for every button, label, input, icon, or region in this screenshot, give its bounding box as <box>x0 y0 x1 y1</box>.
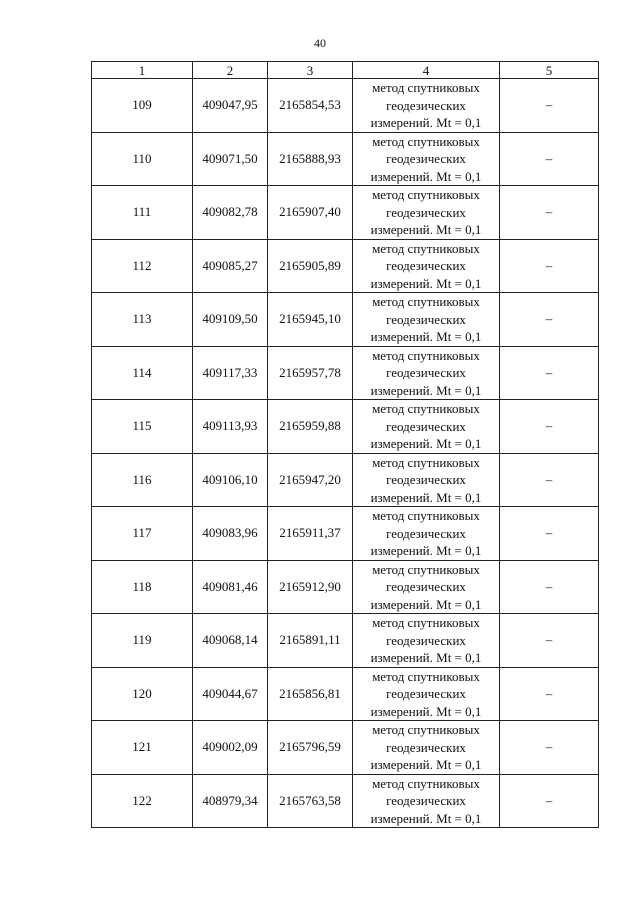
coordinate-y: 2165947,20 <box>268 453 353 507</box>
table-row <box>92 453 599 507</box>
table-row <box>92 614 599 668</box>
method-line-3: измерений. Mt = 0,1 <box>370 275 482 291</box>
point-number: 116 <box>92 453 193 507</box>
coordinate-y: 2165891,11 <box>268 614 353 668</box>
point-number: 117 <box>92 507 193 561</box>
point-number: 119 <box>92 614 193 668</box>
coordinate-x: 409068,14 <box>193 614 268 668</box>
header-col-4: 4 <box>353 62 500 79</box>
coordinate-y: 2165763,58 <box>268 774 353 828</box>
method-line-3: измерений. Mt = 0,1 <box>370 329 482 344</box>
method-line-1: метод спутниковых <box>372 401 480 416</box>
coordinate-x: 409083,96 <box>193 507 268 561</box>
coordinate-y: 2165856,81 <box>268 667 353 721</box>
coordinate-y: 2165854,53 <box>268 79 353 133</box>
method-line-2: геодезических <box>386 97 466 113</box>
header-col-2: 2 <box>193 62 268 79</box>
note-cell: – <box>500 346 599 400</box>
method-line-2: геодезических <box>386 793 466 808</box>
method-cell <box>353 293 500 347</box>
coordinate-x: 409044,67 <box>193 667 268 721</box>
coordinate-x: 409117,33 <box>193 346 268 400</box>
coordinate-x: 409109,50 <box>193 293 268 347</box>
table-row <box>92 79 599 133</box>
table-row <box>92 186 599 240</box>
method-line-1: метод спутниковых <box>372 187 480 202</box>
coordinate-x: 409082,78 <box>193 186 268 240</box>
coordinate-x: 409071,50 <box>193 132 268 186</box>
method-line-3: измерений. Mt = 0,1 <box>370 650 482 665</box>
method-line-1: метод спутниковых <box>372 561 480 577</box>
method-line-2: геодезических <box>386 739 466 755</box>
note-cell: – <box>500 614 599 668</box>
method-line-3: измерений. Mt = 0,1 <box>370 703 482 719</box>
method-line-2: геодезических <box>386 525 466 541</box>
point-number: 109 <box>92 79 193 133</box>
header-col-1: 1 <box>92 62 193 79</box>
method-cell <box>353 186 500 240</box>
coordinate-x: 409002,09 <box>193 721 268 775</box>
method-line-2: геодезических <box>386 204 466 220</box>
note-cell: – <box>500 79 599 133</box>
method-cell <box>353 239 500 293</box>
coordinate-y: 2165959,88 <box>268 400 353 454</box>
coordinate-y: 2165912,90 <box>268 560 353 614</box>
method-line-2: геодезических <box>386 365 466 380</box>
method-cell <box>353 667 500 721</box>
method-cell <box>353 79 500 133</box>
table-row <box>92 400 599 454</box>
coordinate-y: 2165888,93 <box>268 132 353 186</box>
method-line-3: измерений. Mt = 0,1 <box>370 543 482 558</box>
method-line-2: геодезических <box>386 151 466 166</box>
note-cell: – <box>500 453 599 507</box>
note-cell: – <box>500 560 599 614</box>
method-line-3: измерений. Mt = 0,1 <box>370 489 482 505</box>
point-number: 112 <box>92 239 193 293</box>
point-number: 122 <box>92 774 193 828</box>
method-line-3: измерений. Mt = 0,1 <box>370 168 482 184</box>
method-line-1: метод спутниковых <box>372 508 480 523</box>
method-line-1: метод спутниковых <box>372 454 480 470</box>
point-number: 110 <box>92 132 193 186</box>
method-cell <box>353 507 500 561</box>
header-col-5: 5 <box>500 62 599 79</box>
coordinate-x: 409113,93 <box>193 400 268 454</box>
table-row <box>92 507 599 561</box>
coordinate-x: 408979,34 <box>193 774 268 828</box>
method-line-3: измерений. Mt = 0,1 <box>370 757 482 772</box>
point-number: 115 <box>92 400 193 454</box>
method-line-3: измерений. Mt = 0,1 <box>370 115 482 130</box>
method-cell <box>353 614 500 668</box>
table-row <box>92 667 599 721</box>
method-line-1: метод спутниковых <box>372 240 480 256</box>
table-row <box>92 721 599 775</box>
coordinate-y: 2165911,37 <box>268 507 353 561</box>
method-line-1: метод спутниковых <box>372 668 480 684</box>
method-cell <box>353 400 500 454</box>
method-line-1: метод спутниковых <box>372 775 480 791</box>
method-cell <box>353 346 500 400</box>
method-line-2: геодезических <box>386 418 466 434</box>
note-cell: – <box>500 774 599 828</box>
method-line-1: метод спутниковых <box>372 722 480 737</box>
coordinates-table <box>91 61 599 828</box>
coordinate-y: 2165957,78 <box>268 346 353 400</box>
table-row <box>92 774 599 828</box>
method-line-2: геодезических <box>386 632 466 648</box>
note-cell: – <box>500 186 599 240</box>
point-number: 121 <box>92 721 193 775</box>
method-line-2: геодезических <box>386 686 466 701</box>
coordinate-y: 2165905,89 <box>268 239 353 293</box>
method-line-3: измерений. Mt = 0,1 <box>370 222 482 237</box>
note-cell: – <box>500 293 599 347</box>
method-cell <box>353 560 500 614</box>
note-cell: – <box>500 400 599 454</box>
method-line-1: метод спутниковых <box>372 615 480 630</box>
coordinate-x: 409047,95 <box>193 79 268 133</box>
coordinate-y: 2165796,59 <box>268 721 353 775</box>
point-number: 113 <box>92 293 193 347</box>
method-line-2: геодезических <box>386 311 466 327</box>
note-cell: – <box>500 721 599 775</box>
point-number: 111 <box>92 186 193 240</box>
coordinate-x: 409085,27 <box>193 239 268 293</box>
coordinate-x: 409106,10 <box>193 453 268 507</box>
table-row <box>92 560 599 614</box>
point-number: 120 <box>92 667 193 721</box>
note-cell: – <box>500 132 599 186</box>
method-line-3: измерений. Mt = 0,1 <box>370 810 482 826</box>
table-row <box>92 132 599 186</box>
method-cell <box>353 453 500 507</box>
method-cell <box>353 721 500 775</box>
note-cell: – <box>500 239 599 293</box>
page-number: 40 <box>314 36 326 50</box>
method-line-2: геодезических <box>386 579 466 594</box>
method-line-3: измерений. Mt = 0,1 <box>370 596 482 612</box>
method-line-3: измерений. Mt = 0,1 <box>370 436 482 451</box>
method-line-3: измерений. Mt = 0,1 <box>370 382 482 398</box>
method-line-1: метод спутниковых <box>372 133 480 149</box>
table-row <box>92 293 599 347</box>
point-number: 114 <box>92 346 193 400</box>
method-cell <box>353 132 500 186</box>
coordinate-y: 2165945,10 <box>268 293 353 347</box>
method-line-2: геодезических <box>386 258 466 273</box>
note-cell: – <box>500 667 599 721</box>
point-number: 118 <box>92 560 193 614</box>
method-line-1: метод спутниковых <box>372 347 480 363</box>
coordinate-y: 2165907,40 <box>268 186 353 240</box>
table-header-row <box>92 62 599 79</box>
table-row <box>92 239 599 293</box>
table-row <box>92 346 599 400</box>
method-cell <box>353 774 500 828</box>
method-line-1: метод спутниковых <box>372 80 480 95</box>
header-col-3: 3 <box>268 62 353 79</box>
coordinate-x: 409081,46 <box>193 560 268 614</box>
note-cell: – <box>500 507 599 561</box>
method-line-2: геодезических <box>386 472 466 487</box>
method-line-1: метод спутниковых <box>372 294 480 309</box>
